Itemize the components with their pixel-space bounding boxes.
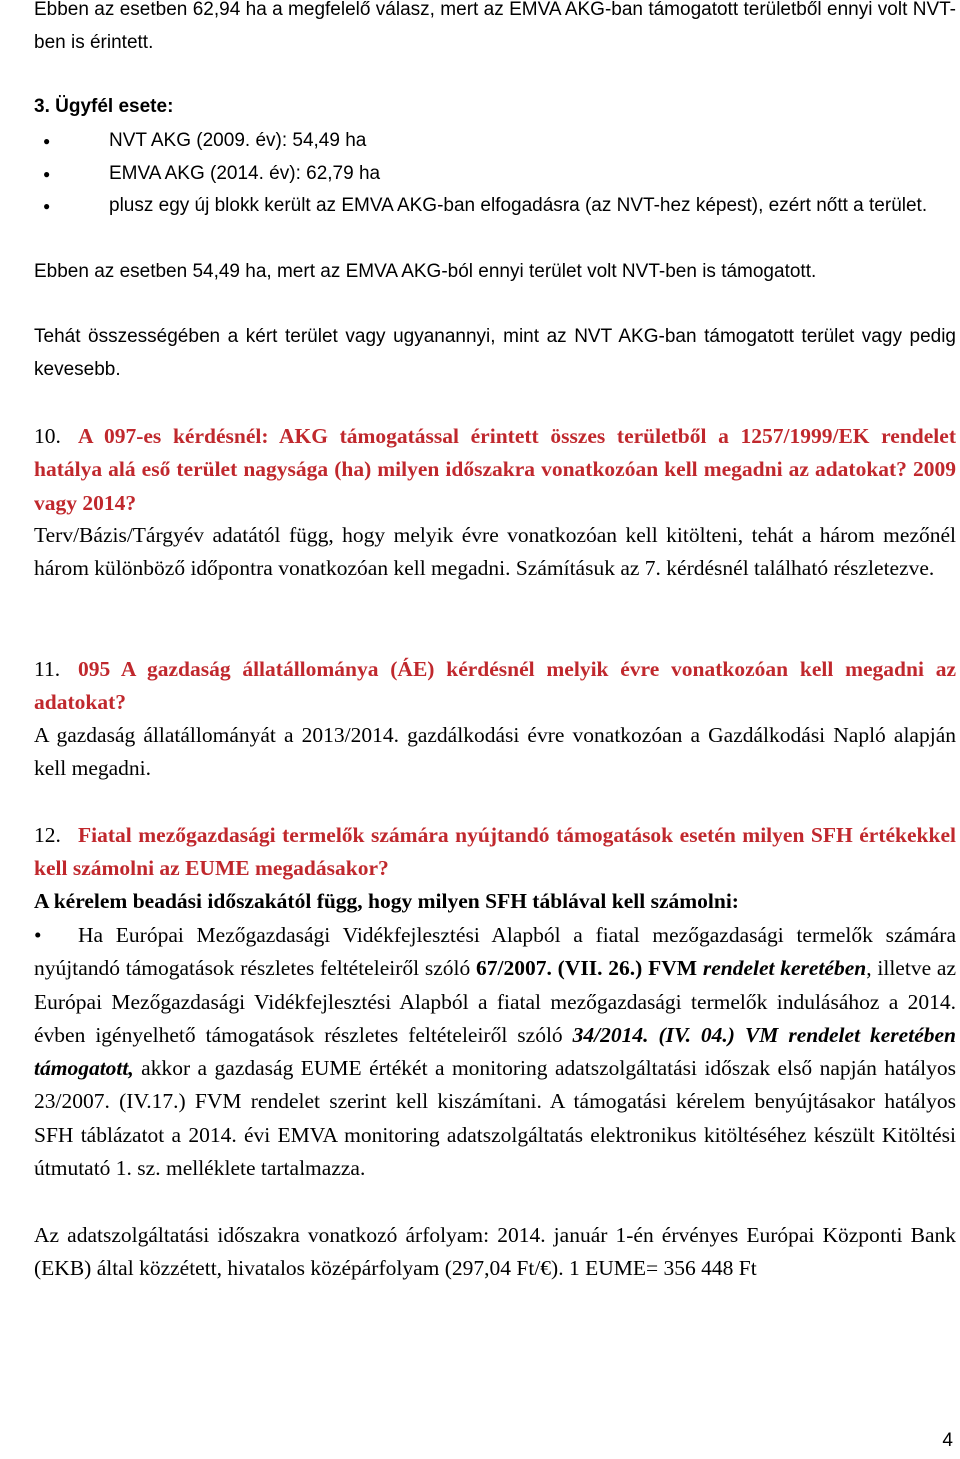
q10-answer: Terv/Bázis/Tárgyév adatától függ, hogy melyik évre vonatkozóan kell kitölteni, tehát a három mezőnél három különböző időpontra vonatkozóan kell megadni. Számításuk az 7. kérdésnél található részletezve. [34, 523, 956, 581]
q12-mid: , illetve az Európai Mezőgazdasági Vidékfejlesztési Alapból a fiatal mezőgazdasági termelők indulásához a 2014. évben igényelhető támogatások részletes feltételeiről szóló [34, 956, 956, 1047]
page-number: 4 [942, 1430, 953, 1451]
q12-ref2: 34/2014. (IV. 04.) VM rendelet keretében támogatott, [34, 1022, 956, 1081]
q12-bullet-paragraph [34, 919, 956, 1185]
q12-ref1: 67/2007. (VII. 26.) FVM [476, 956, 698, 981]
intro-paragraph: Ebben az esetben 62,94 ha a megfelelő válasz, mert az EMVA AKG-ban támogatott területből ennyi volt NVT-ben is érintett. [34, 0, 956, 53]
case3-conclusion: Ebben az esetben 54,49 ha, mert az EMVA AKG-ból ennyi terület volt NVT-ben is támogatott. [34, 261, 817, 282]
q11-answer: A gazdaság állatállományát a 2013/2014. gazdálkodási évre vonatkozóan a Gazdálkodási Napló alapján kell megadni. [34, 723, 956, 781]
list-item: ● NVT AKG (2009. év): 54,49 ha [34, 125, 956, 158]
q12-end: akkor a gazdaság EUME értékét a monitoring adatszolgáltatási időszak első napján hatályos 23/2007. (IV.17.) FVM rendelet szerint kell kiszámítani. A támogatási kérelem benyújtásakor hatályos SFH táblázatot a 2014. évi EMVA monitoring adatszolgáltatás elektronikus kitöltéséhez készült Kitöltési útmutató 1. sz. melléklete tartalmazza. [34, 1056, 956, 1181]
q12-ref1-italic: rendelet keretében [702, 956, 867, 981]
case3-heading: 3. Ügyfél esete: [34, 96, 174, 117]
q11-question-text: 095 A gazdaság állatállománya (ÁE) kérdésnél melyik évre vonatkozóan kell megadni az adatokat? [34, 657, 956, 715]
q11-number: 11. [34, 657, 61, 681]
list-item: ● EMVA AKG (2014. év): 62,79 ha [34, 158, 956, 191]
case3-list [34, 125, 956, 223]
bullet-icon: • [34, 923, 42, 947]
q12-question-text: Fiatal mezőgazdasági termelők számára nyújtandó támogatások esetén milyen SFH értékekkel kell számolni az EUME megadásakor? [34, 823, 956, 881]
q10-question [34, 420, 956, 520]
q10-question-text: A 097-es kérdésnél: AKG támogatással érintett összes területből a 1257/1999/EK rendelet hatálya alá eső terület nagysága (ha) milyen időszakra vonatkozóan kell megadni az adatokat? 2009 vagy 2014? [34, 424, 956, 515]
q12-question [34, 819, 956, 886]
q12-bullet-start: Ha Európai Mezőgazdasági Vidékfejlesztési Alapból a fiatal mezőgazdasági termelők számára nyújtandó támogatások részletes feltételeiről szóló [34, 923, 956, 981]
q12-intro: A kérelem beadási időszakától függ, hogy milyen SFH táblával kell számolni: [34, 889, 739, 913]
q11-question [34, 653, 956, 720]
summary-paragraph: Tehát összességében a kért terület vagy ugyanannyi, mint az NVT AKG-ban támogatott terület vagy pedig kevesebb. [34, 326, 956, 380]
q12-rate: Az adatszolgáltatási időszakra vonatkozó árfolyam: 2014. január 1-én érvényes Európai Központi Bank (EKB) által közzétett, hivatalos középárfolyam (297,04 Ft/€). 1 EUME= 356 448 Ft [34, 1223, 956, 1281]
list-item: ● plusz egy új blokk került az EMVA AKG-ban elfogadásra (az NVT-hez képest), ezért nőtt a terület. [34, 190, 956, 223]
q10-number: 10. [34, 424, 61, 448]
q12-number: 12. [34, 823, 61, 847]
